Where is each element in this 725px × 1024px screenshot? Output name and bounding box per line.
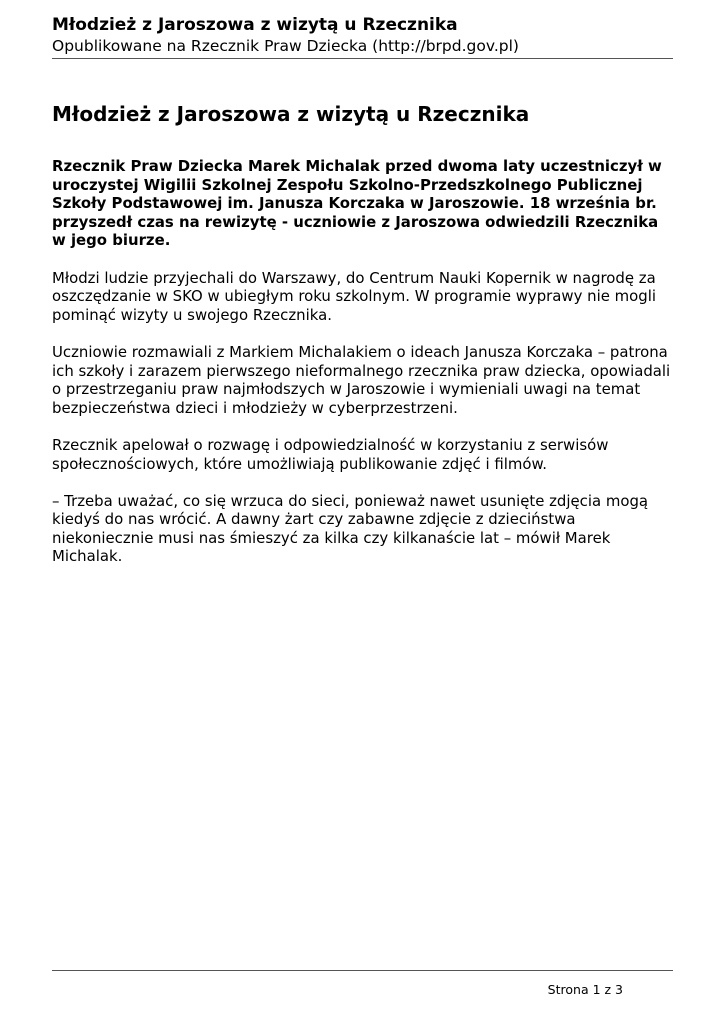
article-paragraph: Uczniowie rozmawiali z Markiem Michalakiem o ideach Janusza Korczaka – patrona ich szkoły i zarazem pierwszego nieformalnego rzecznika praw dziecka, opowiadali o przestrzeganiu praw najmłodszych w Jaroszowie i wymieniali uwagi na temat bezpieczeństwa dzieci i młodzieży w cyberprzestrzeni. bbox=[52, 342, 671, 417]
header-title: Młodzież z Jaroszowa z wizytą u Rzecznika bbox=[52, 15, 458, 35]
article-lead: Rzecznik Praw Dziecka Marek Michalak przed dwoma laty uczestniczył w uroczystej Wigilii Szkolnej Zespołu Szkolno-Przedszkolnego Publicznej Szkoły Podstawowej im. Janusza Korczaka w Jaroszowie. 18 września br. przyszedł czas na rewizytę - uczniowie z Jaroszowa odwiedzili Rzecznika w jego biurze. bbox=[52, 157, 662, 250]
article-body bbox=[52, 157, 676, 585]
header-divider bbox=[52, 58, 673, 59]
article-title: Młodzież z Jaroszowa z wizytą u Rzecznika bbox=[52, 102, 530, 126]
article-paragraph: Młodzi ludzie przyjechali do Warszawy, do Centrum Nauki Kopernik w nagrodę za oszczędzanie w SKO w ubiegłym roku szkolnym. W programie wyprawy nie mogli pominąć wizyty u swojego Rzecznika. bbox=[52, 268, 656, 324]
article-paragraph: – Trzeba uważać, co się wrzuca do sieci, ponieważ nawet usunięte zdjęcia mogą kiedyś do nas wrócić. A dawny żart czy zabawne zdjęcie z dzieciństwa niekoniecznie musi nas śmieszyć za kilka czy kilkanaście lat – mówił Marek Michalak. bbox=[52, 491, 649, 566]
page-number: Strona 1 z 3 bbox=[547, 982, 623, 997]
footer-divider bbox=[52, 970, 673, 971]
header-source: Opublikowane na Rzecznik Praw Dziecka (http://brpd.gov.pl) bbox=[52, 37, 519, 55]
page-header bbox=[52, 14, 673, 56]
article-paragraph: Rzecznik apelował o rozwagę i odpowiedzialność w korzystaniu z serwisów społecznościowych, które umożliwiają publikowanie zdjęć i filmów. bbox=[52, 435, 609, 473]
